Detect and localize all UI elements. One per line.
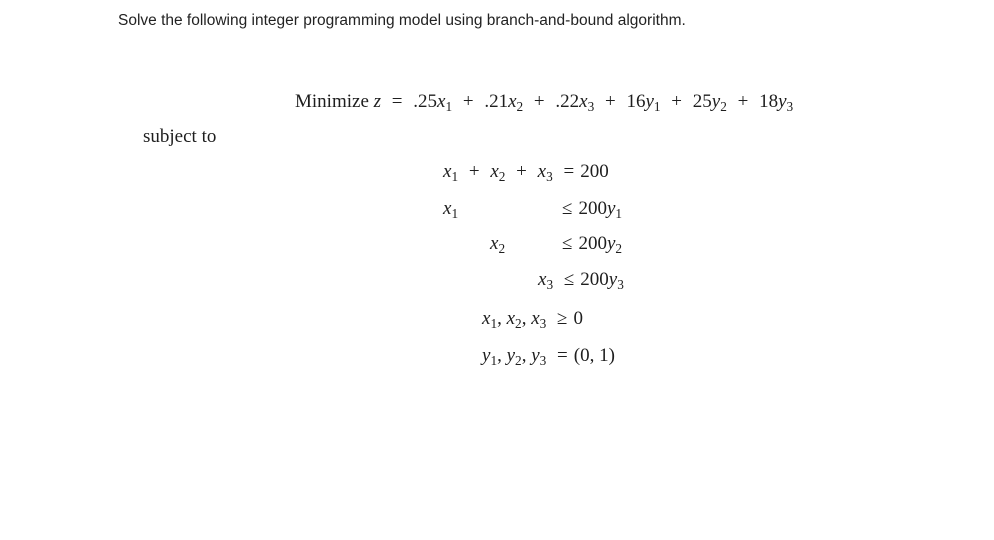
- objective-equals: =: [391, 91, 403, 112]
- objective-term-1: $.25x_1$: [413, 91, 453, 114]
- constraint-5: $x_1$, $x_2$, $x_3 \ge 0$: [482, 308, 583, 331]
- objective-term-3: $.22x_3$: [555, 91, 595, 114]
- subject-to-label: subject to: [143, 126, 217, 147]
- constraint-2-lhs: $x_1$: [443, 198, 459, 221]
- objective-term-2: $.21x_2$: [484, 91, 524, 114]
- objective-term-4: $16y_1$: [626, 91, 661, 114]
- objective-term-6: $18y_3$: [759, 91, 794, 114]
- objective-term-5: $25y_2$: [692, 91, 727, 114]
- constraint-3-rhs: ≤ $200y_2$: [562, 233, 623, 256]
- constraint-4: $x_3 \le 200y_3$: [538, 269, 624, 292]
- objective-var: z: [373, 91, 382, 112]
- objective-label: Minimize: [295, 91, 369, 112]
- constraint-1: $x_1 + x_2 + x_3 = 200$: [443, 161, 609, 184]
- objective-function: Minimize $z = .25x_1 + .21x_2 + .22x_3 + 16y_1 + 25y_2 + 18y_3$: [295, 91, 794, 114]
- constraint-6: $y_1$, $y_2$, $y_3 = (0$, 1): [482, 345, 615, 368]
- constraint-2-rhs: ≤ $200y_1$: [562, 198, 623, 221]
- instruction-text: Solve the following integer programming model using branch-and-bound algorithm.: [118, 12, 686, 29]
- constraint-3-lhs: $x_2$: [490, 233, 506, 256]
